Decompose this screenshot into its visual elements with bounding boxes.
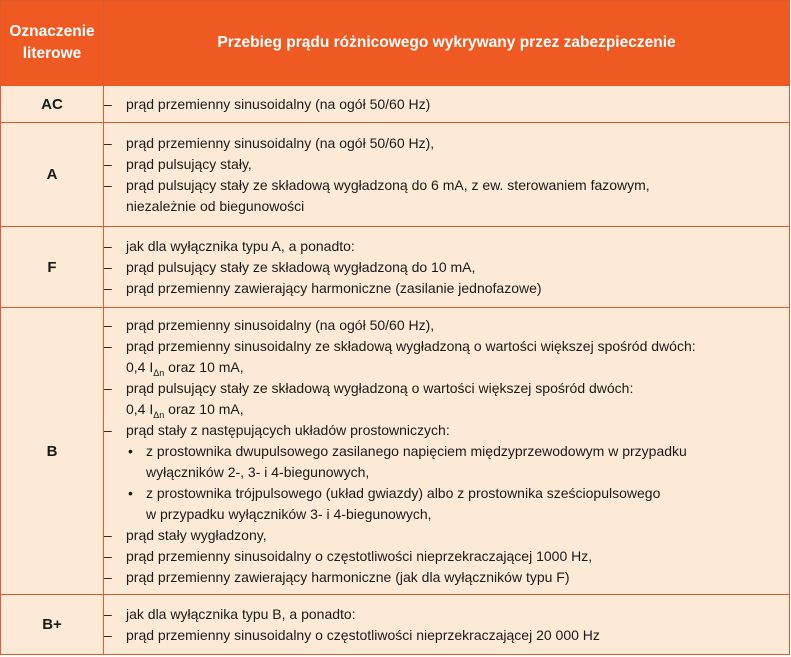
table-row	[1, 308, 790, 595]
header-letter-code: Oznaczenie literowe	[1, 1, 104, 86]
description-line	[104, 420, 789, 441]
type-description	[104, 227, 790, 308]
line-text: wyłączników 2-, 3- i 4-biegunowych,	[146, 463, 370, 480]
description-list	[104, 604, 789, 646]
line-text: prąd pulsujący stały ze składową wygładzoną do 6 mA, z ew. sterowaniem fazowym,	[126, 176, 650, 193]
description-list	[104, 236, 789, 299]
line-text: prąd przemienny sinusoidalny (na ogół 50/60 Hz),	[126, 316, 435, 333]
description-line	[104, 357, 789, 378]
line-text: prąd przemienny zawierający harmoniczne (jak dla wyłączników typu F)	[126, 568, 570, 585]
delta-n-subscript: Δn	[153, 409, 165, 420]
line-text: 0,4 I	[126, 400, 154, 417]
line-text: prąd stały z następujących układów prostowniczych:	[126, 421, 450, 438]
line-text: w przypadku wyłączników 3- i 4-biegunowych,	[146, 505, 432, 522]
line-text-after: oraz 10 mA,	[164, 358, 244, 375]
description-line	[104, 133, 789, 154]
type-description	[104, 595, 790, 655]
description-line	[104, 567, 789, 588]
bullet-line	[104, 462, 789, 483]
line-text: niezależnie od biegunowości	[126, 197, 305, 214]
line-text: 0,4 I	[126, 358, 154, 375]
description-list	[104, 133, 789, 217]
description-line	[104, 94, 789, 115]
description-line	[104, 278, 789, 299]
description-line	[104, 196, 789, 217]
line-text: prąd stały wygładzony,	[126, 526, 267, 543]
description-list	[104, 315, 789, 588]
line-text: prąd pulsujący stały ze składową wygładzoną do 10 mA,	[126, 258, 476, 275]
line-text: prąd pulsujący stały ze składową wygładzoną o wartości większej spośród dwóch:	[126, 379, 634, 396]
line-text-after: oraz 10 mA,	[164, 400, 244, 417]
description-line	[104, 175, 789, 196]
line-text: prąd przemienny sinusoidalny o częstotliwości nieprzekraczającej 20 000 Hz	[126, 626, 600, 643]
header-current-description: Przebieg prądu różnicowego wykrywany przez zabezpieczenie	[104, 1, 790, 86]
line-text: prąd przemienny sinusoidalny ze składową wygładzoną o wartości większej spośród dwóch:	[126, 337, 696, 354]
bullet-line	[104, 441, 789, 462]
type-code: F	[1, 227, 104, 308]
description-line	[104, 236, 789, 257]
line-text: prąd przemienny zawierający harmoniczne (zasilanie jednofazowe)	[126, 279, 542, 296]
table-row	[1, 227, 790, 308]
type-description	[104, 308, 790, 595]
bullet-line	[104, 483, 789, 504]
description-line	[104, 257, 789, 278]
line-text: prąd przemienny sinusoidalny (na ogół 50/60 Hz),	[126, 134, 435, 151]
delta-n-subscript: Δn	[153, 367, 165, 378]
line-text: jak dla wyłącznika typu B, a ponadto:	[126, 605, 356, 622]
table-row	[1, 595, 790, 655]
line-text: z prostownika dwupulsowego zasilanego napięciem międzyprzewodowym w przypadku	[146, 442, 687, 459]
description-line	[104, 336, 789, 357]
type-code: A	[1, 123, 104, 227]
description-line	[104, 604, 789, 625]
type-code: B+	[1, 595, 104, 655]
description-line	[104, 625, 789, 646]
table-header-row	[1, 1, 790, 86]
description-line	[104, 399, 789, 420]
bullet-line	[104, 504, 789, 525]
line-text: prąd pulsujący stały,	[126, 155, 252, 172]
description-line	[104, 378, 789, 399]
type-description	[104, 86, 790, 123]
type-code: AC	[1, 86, 104, 123]
description-line	[104, 315, 789, 336]
line-text: prąd przemienny sinusoidalny o częstotliwości nieprzekraczającej 1000 Hz,	[126, 547, 593, 564]
type-code: B	[1, 308, 104, 595]
type-description	[104, 123, 790, 227]
description-line	[104, 154, 789, 175]
description-line	[104, 546, 789, 567]
line-text: z prostownika trójpulsowego (układ gwiazdy) albo z prostownika sześciopulsowego	[146, 484, 661, 501]
description-line	[104, 525, 789, 546]
line-text: prąd przemienny sinusoidalny (na ogół 50/60 Hz)	[126, 95, 431, 112]
line-text: jak dla wyłącznika typu A, a ponadto:	[126, 237, 355, 254]
table-row	[1, 123, 790, 227]
table-row	[1, 86, 790, 123]
description-list	[104, 94, 789, 115]
